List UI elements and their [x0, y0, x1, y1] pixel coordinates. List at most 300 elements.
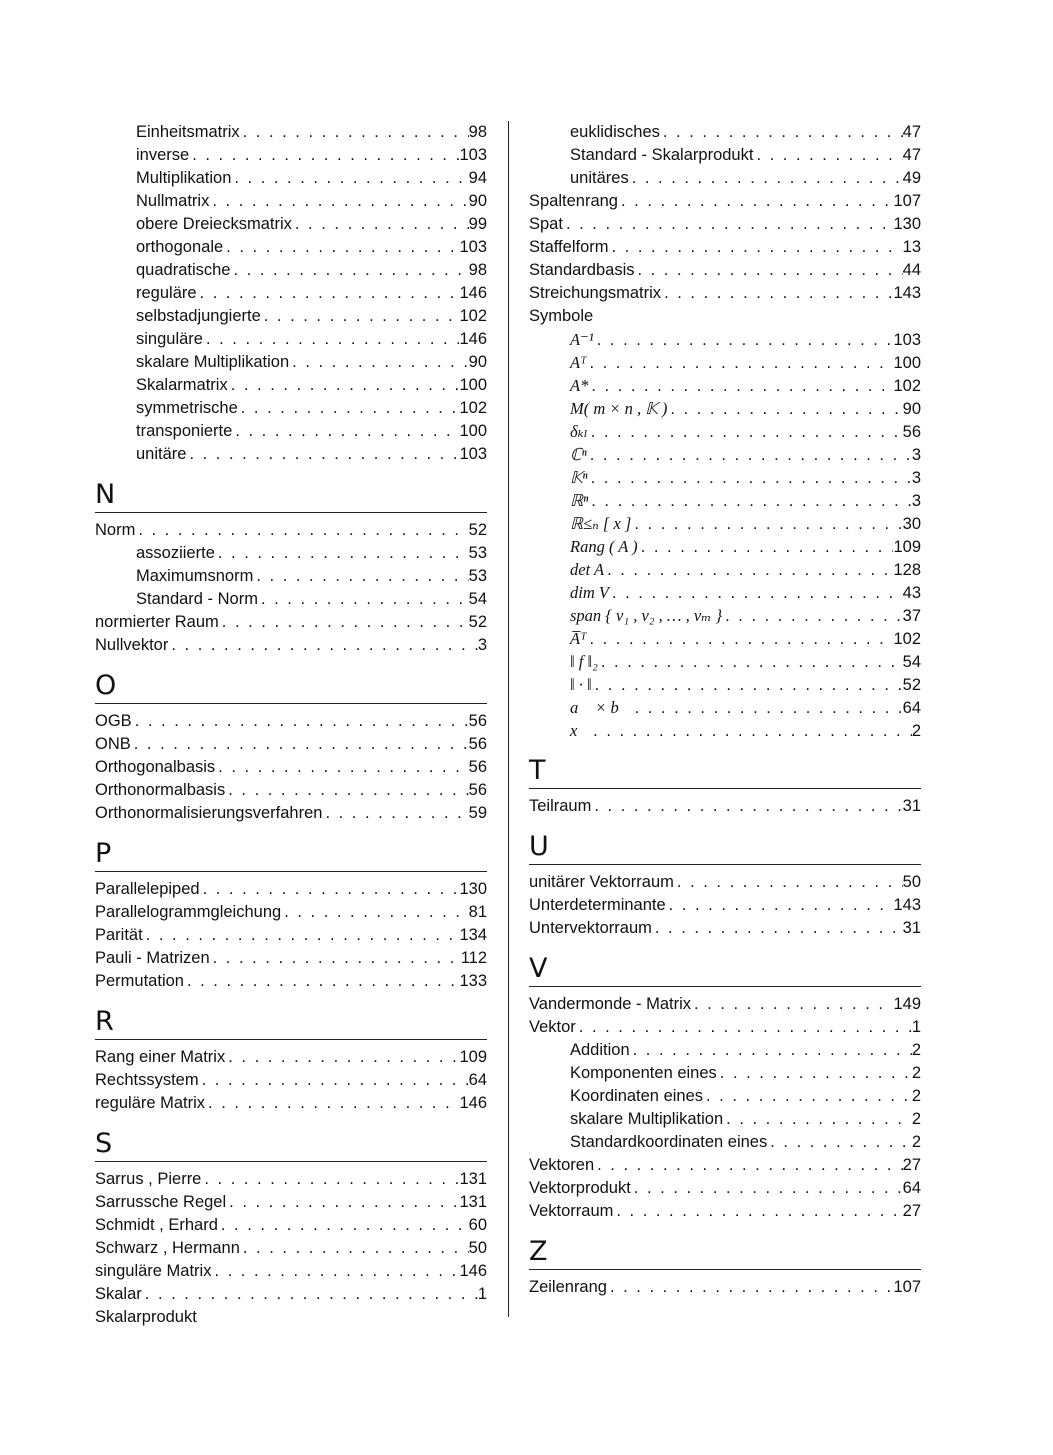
page-number: 2 — [911, 1064, 921, 1082]
page-number: 43 — [902, 584, 921, 602]
index-subentry — [95, 542, 487, 565]
page-number: 3 — [911, 469, 921, 487]
page-number: 2 — [911, 1087, 921, 1105]
dot-leader — [591, 795, 902, 818]
index-subentry — [529, 489, 921, 512]
dot-leader — [210, 947, 461, 970]
page-number: 98 — [468, 261, 487, 279]
index-entry — [95, 924, 487, 947]
dot-leader — [258, 588, 469, 611]
dot-leader — [131, 733, 469, 756]
index-subentry — [529, 604, 921, 627]
page-number: 3 — [911, 492, 921, 510]
page-number: 3 — [477, 636, 487, 654]
dot-leader — [225, 1046, 459, 1069]
page-number: 103 — [893, 331, 921, 349]
index-term: Pauli - Matrizen — [95, 949, 210, 967]
index-subentry — [95, 443, 487, 466]
dot-leader — [592, 674, 903, 696]
index-entry — [95, 1214, 487, 1237]
page-number: 3 — [911, 446, 921, 464]
index-entry — [95, 1191, 487, 1214]
page-number: 90 — [468, 353, 487, 371]
index-term: Orthonormalisierungsverfahren — [95, 804, 323, 822]
index-term: A̅ᵀ — [570, 629, 587, 648]
index-term: Sarrussche Regel — [95, 1193, 227, 1211]
page-number: 64 — [902, 699, 921, 717]
dot-leader — [722, 605, 903, 627]
page-number: 56 — [468, 758, 487, 776]
dot-leader — [281, 901, 468, 924]
dot-leader — [607, 1276, 894, 1299]
index-term: normierter Raum — [95, 613, 219, 631]
dot-leader — [135, 519, 468, 542]
index-term: dim V — [570, 583, 609, 602]
index-term: Parallelogrammgleichung — [95, 903, 282, 921]
index-subentry — [529, 397, 921, 420]
index-term: Schmidt , Erhard — [95, 1216, 218, 1234]
index-subentry — [529, 1039, 921, 1062]
index-subentry — [95, 259, 487, 282]
page-number: 102 — [893, 377, 921, 395]
page-number: 64 — [468, 1071, 487, 1089]
index-subentry — [529, 1085, 921, 1108]
index-term: Skalarprodukt — [95, 1308, 197, 1326]
page-number: 128 — [893, 561, 921, 579]
index-entry — [95, 710, 487, 733]
index-term: skalare Multiplikation — [136, 353, 290, 371]
dot-leader — [691, 993, 893, 1016]
dot-leader — [594, 1154, 903, 1177]
dot-leader — [576, 1016, 912, 1039]
index-term: ℂⁿ — [570, 445, 587, 464]
index-entry — [529, 213, 921, 236]
index-subentry — [529, 1131, 921, 1154]
dot-leader — [638, 536, 894, 558]
index-term: Untervektorraum — [529, 919, 652, 937]
index-subentry — [95, 236, 487, 259]
dot-leader — [588, 375, 893, 397]
index-entry — [529, 993, 921, 1016]
dot-leader — [211, 1260, 459, 1283]
dot-leader — [608, 236, 902, 259]
index-entry — [529, 871, 921, 894]
dot-leader — [218, 1214, 469, 1237]
index-entry — [95, 519, 487, 542]
index-term: Multiplikation — [136, 169, 232, 187]
page-number: 102 — [893, 630, 921, 648]
dot-leader — [223, 236, 459, 259]
index-term: Norm — [95, 521, 136, 539]
page-number: 112 — [460, 949, 487, 967]
section-heading-n: N — [95, 480, 487, 513]
index-term: Vektorraum — [529, 1202, 614, 1220]
index-term: quadratische — [136, 261, 231, 279]
index-subentry — [529, 650, 921, 673]
dot-leader — [238, 397, 460, 420]
index-term: Vektor — [529, 1018, 576, 1036]
index-term: Parallelepiped — [95, 880, 200, 898]
dot-leader — [240, 1237, 469, 1260]
dot-leader — [631, 1177, 903, 1200]
index-subentry — [529, 581, 921, 604]
index-entry — [95, 1046, 487, 1069]
page-number: 1 — [477, 1285, 487, 1303]
index-term: obere Dreiecksmatrix — [136, 215, 292, 233]
page-number: 59 — [468, 804, 487, 822]
index-term: Skalar — [95, 1285, 142, 1303]
index-term: unitäre — [136, 445, 187, 463]
index-subentry — [529, 374, 921, 397]
dot-leader — [184, 970, 460, 993]
index-column-right — [529, 121, 921, 1299]
page-number: 60 — [468, 1216, 487, 1234]
index-entry — [95, 634, 487, 657]
page-number: 30 — [902, 515, 921, 533]
dot-leader — [232, 420, 459, 443]
dot-leader — [723, 1108, 912, 1131]
page-number: 31 — [902, 919, 921, 937]
index-subentry — [95, 305, 487, 328]
index-term: Vektoren — [529, 1156, 595, 1174]
dot-leader — [586, 628, 893, 650]
index-subentry — [529, 167, 921, 190]
dot-leader — [261, 305, 460, 328]
dot-leader — [613, 1200, 902, 1223]
page-number: 50 — [468, 1239, 487, 1257]
index-subentry — [95, 190, 487, 213]
index-term: Rechtssystem — [95, 1071, 199, 1089]
page-number: 50 — [902, 873, 921, 891]
index-entry — [95, 733, 487, 756]
index-entry — [529, 236, 921, 259]
index-entry — [95, 1069, 487, 1092]
page-number: 56 — [902, 423, 921, 441]
index-term: Sarrus , Pierre — [95, 1170, 202, 1188]
index-subentry — [95, 328, 487, 351]
index-term: Nullmatrix — [136, 192, 210, 210]
index-entry — [95, 611, 487, 634]
index-term: Parität — [95, 926, 143, 944]
index-term: Permutation — [95, 972, 184, 990]
index-term: singuläre Matrix — [95, 1262, 212, 1280]
page-number: 27 — [902, 1202, 921, 1220]
page-number: 102 — [459, 399, 487, 417]
index-term: ONB — [95, 735, 131, 753]
section-heading-z: Z — [529, 1237, 921, 1270]
index-entry — [529, 1154, 921, 1177]
section-heading-p: P — [95, 839, 487, 872]
index-term: Standard - Skalarprodukt — [570, 146, 754, 164]
dot-leader — [598, 651, 903, 673]
page-number: 2 — [911, 1041, 921, 1059]
dot-leader — [609, 582, 903, 604]
page-number: 64 — [902, 1179, 921, 1197]
dot-leader — [666, 894, 894, 917]
dot-leader — [186, 443, 459, 466]
index-subentry — [529, 144, 921, 167]
index-subentry — [95, 565, 487, 588]
index-entry — [529, 1276, 921, 1299]
index-term: euklidisches — [570, 123, 660, 141]
index-term: OGB — [95, 712, 132, 730]
page-number: 100 — [459, 422, 487, 440]
section-heading-o: O — [95, 671, 487, 704]
section-heading-t: T — [529, 756, 921, 789]
page-number: 146 — [459, 330, 487, 348]
page-number: 56 — [468, 735, 487, 753]
index-term: ‖ · ‖ — [570, 675, 592, 694]
index-subentry — [529, 328, 921, 351]
page-number: 2 — [911, 1110, 921, 1128]
dot-leader — [667, 398, 902, 420]
page-number: 103 — [459, 238, 487, 256]
index-subentry — [529, 466, 921, 489]
page-number: 47 — [902, 123, 921, 141]
dot-leader — [205, 1092, 459, 1115]
index-entry — [95, 802, 487, 825]
page-number: 1 — [911, 1018, 921, 1036]
dot-leader — [200, 878, 460, 901]
index-term: Unterdeterminante — [529, 896, 666, 914]
page-number: 94 — [468, 169, 487, 187]
page-number: 37 — [902, 607, 921, 625]
page-number: 98 — [468, 123, 487, 141]
dot-leader — [230, 259, 468, 282]
dot-leader — [143, 924, 460, 947]
index-subentry — [95, 420, 487, 443]
index-entry — [95, 1092, 487, 1115]
page-number: 90 — [902, 400, 921, 418]
index-column-left — [95, 121, 487, 1329]
page-number: 143 — [893, 896, 921, 914]
index-term: M( m × n , 𝕂 ) — [570, 399, 668, 418]
page-number: 56 — [468, 781, 487, 799]
index-term: Teilraum — [529, 797, 592, 815]
index-subentry — [95, 351, 487, 374]
index-term: det A — [570, 560, 605, 579]
dot-leader — [594, 329, 894, 351]
dot-leader — [629, 167, 903, 190]
index-term: Einheitsmatrix — [136, 123, 240, 141]
index-term: Koordinaten eines — [570, 1087, 704, 1105]
dot-leader — [240, 121, 469, 144]
index-term: Rang ( A ) — [570, 537, 638, 556]
dot-leader — [590, 720, 912, 742]
dot-leader — [563, 213, 894, 236]
dot-leader — [767, 1131, 912, 1154]
index-term: Nullvektor — [95, 636, 169, 654]
page-number: 47 — [902, 146, 921, 164]
dot-leader — [588, 421, 903, 443]
page-number: 109 — [459, 1048, 487, 1066]
page-number: 53 — [468, 567, 487, 585]
index-term: Rang einer Matrix — [95, 1048, 226, 1066]
index-term: Aᵀ — [570, 353, 587, 372]
page-number: 27 — [902, 1156, 921, 1174]
page-number: 99 — [468, 215, 487, 233]
index-term: Spat — [529, 215, 563, 233]
index-term: reguläre Matrix — [95, 1094, 206, 1112]
index-subentry — [95, 167, 487, 190]
index-term: Streichungsmatrix — [529, 284, 662, 302]
section-heading-u: U — [529, 832, 921, 865]
index-subentry — [529, 627, 921, 650]
index-entry — [95, 947, 487, 970]
index-entry — [95, 1260, 487, 1283]
page-number: 143 — [893, 284, 921, 302]
page-number: 52 — [902, 676, 921, 694]
dot-leader — [142, 1283, 478, 1306]
page-number: 109 — [893, 538, 921, 556]
index-subentry — [95, 282, 487, 305]
page-number: 130 — [893, 215, 921, 233]
column-divider — [508, 121, 509, 1317]
index-term: Schwarz , Hermann — [95, 1239, 240, 1257]
dot-leader — [703, 1085, 912, 1108]
page-number: 52 — [468, 613, 487, 631]
index-subentry — [529, 351, 921, 374]
dot-leader — [586, 352, 893, 374]
dot-leader — [660, 121, 903, 144]
index-term: reguläre — [136, 284, 197, 302]
index-term: Symbole — [529, 307, 594, 325]
page-number: 102 — [459, 307, 487, 325]
index-entry — [95, 1306, 487, 1329]
index-entry — [95, 756, 487, 779]
dot-leader — [132, 710, 469, 733]
index-term: transponierte — [136, 422, 233, 440]
dot-leader — [618, 190, 893, 213]
index-entry — [95, 1237, 487, 1260]
index-subentry — [529, 1062, 921, 1085]
index-entry — [529, 917, 921, 940]
index-term: A* — [570, 376, 589, 395]
index-term: Standardbasis — [529, 261, 635, 279]
dot-leader — [215, 756, 468, 779]
index-entry — [529, 894, 921, 917]
dot-leader — [652, 917, 903, 940]
page-number: 2 — [911, 1133, 921, 1151]
page-number: 107 — [893, 1278, 921, 1296]
dot-leader — [219, 611, 469, 634]
index-term: δₖₗ — [570, 422, 588, 441]
dot-leader — [226, 1191, 459, 1214]
index-term: Vandermonde - Matrix — [529, 995, 692, 1013]
index-subentry — [529, 121, 921, 144]
index-entry — [529, 1016, 921, 1039]
page-number: 56 — [468, 712, 487, 730]
index-entry — [95, 970, 487, 993]
index-term: inverse — [136, 146, 190, 164]
index-term: Skalarmatrix — [136, 376, 228, 394]
index-term: unitärer Vektorraum — [529, 873, 674, 891]
index-entry — [95, 901, 487, 924]
index-subentry — [529, 696, 921, 719]
index-term: Maximumsnorm — [136, 567, 254, 585]
index-entry — [529, 190, 921, 213]
index-term: Staffelform — [529, 238, 609, 256]
dot-leader — [168, 634, 477, 657]
index-entry — [529, 795, 921, 818]
index-term: ℝⁿ — [570, 491, 589, 510]
index-term: Addition — [570, 1041, 630, 1059]
page-number: 100 — [459, 376, 487, 394]
index-entry — [529, 1200, 921, 1223]
index-subentry — [529, 558, 921, 581]
dot-leader — [201, 1168, 459, 1191]
index-subentry — [95, 213, 487, 236]
page-number: 131 — [459, 1193, 487, 1211]
index-term: a⃗ × b⃗ — [570, 698, 632, 717]
page-number: 133 — [459, 972, 487, 990]
page-number: 81 — [468, 903, 487, 921]
page-number: 44 — [902, 261, 921, 279]
index-subentry — [529, 719, 921, 742]
index-subentry — [95, 374, 487, 397]
index-term: Standardkoordinaten eines — [570, 1133, 768, 1151]
index-term: ℝ≤ₙ [ x ] — [570, 514, 632, 533]
page-number: 130 — [459, 880, 487, 898]
index-entry — [529, 1177, 921, 1200]
index-entry — [95, 1168, 487, 1191]
index-subentry — [529, 420, 921, 443]
index-term: A⁻¹ — [570, 330, 594, 349]
index-term: Orthonormalbasis — [95, 781, 226, 799]
dot-leader — [661, 282, 893, 305]
index-term: Komponenten eines — [570, 1064, 717, 1082]
index-entry — [95, 878, 487, 901]
index-subentry — [95, 144, 487, 167]
index-term: Zeilenrang — [529, 1278, 607, 1296]
index-term: 𝕂ⁿ — [570, 468, 588, 487]
dot-leader — [203, 328, 460, 351]
index-term: Vektorprodukt — [529, 1179, 631, 1197]
dot-leader — [588, 490, 912, 512]
page-number: 52 — [468, 521, 487, 539]
index-subentry — [529, 512, 921, 535]
page-number: 100 — [893, 354, 921, 372]
index-term: span { v₁ , v₂ , … , vₘ } — [570, 606, 723, 625]
page-number: 54 — [468, 590, 487, 608]
dot-leader — [630, 1039, 912, 1062]
page-number: 134 — [459, 926, 487, 944]
page-number: 90 — [468, 192, 487, 210]
section-heading-s: S — [95, 1129, 487, 1162]
page-number: 131 — [459, 1170, 487, 1188]
page-number: 107 — [893, 192, 921, 210]
index-term: ‖ f ‖₂ — [570, 652, 598, 671]
dot-leader — [604, 559, 893, 581]
dot-leader — [587, 444, 912, 466]
index-entry — [95, 779, 487, 802]
dot-leader — [197, 282, 460, 305]
page-number: 53 — [468, 544, 487, 562]
dot-leader — [228, 374, 460, 397]
index-entry — [95, 1283, 487, 1306]
dot-leader — [322, 802, 468, 825]
dot-leader — [289, 351, 468, 374]
index-term: assoziierte — [136, 544, 215, 562]
page-number: 54 — [902, 653, 921, 671]
index-term: x⃗ — [570, 721, 591, 740]
dot-leader — [215, 542, 469, 565]
index-term: Standard - Norm — [136, 590, 258, 608]
index-term: selbstadjungierte — [136, 307, 261, 325]
index-subentry — [95, 121, 487, 144]
index-entry — [529, 259, 921, 282]
section-heading-v: V — [529, 954, 921, 987]
